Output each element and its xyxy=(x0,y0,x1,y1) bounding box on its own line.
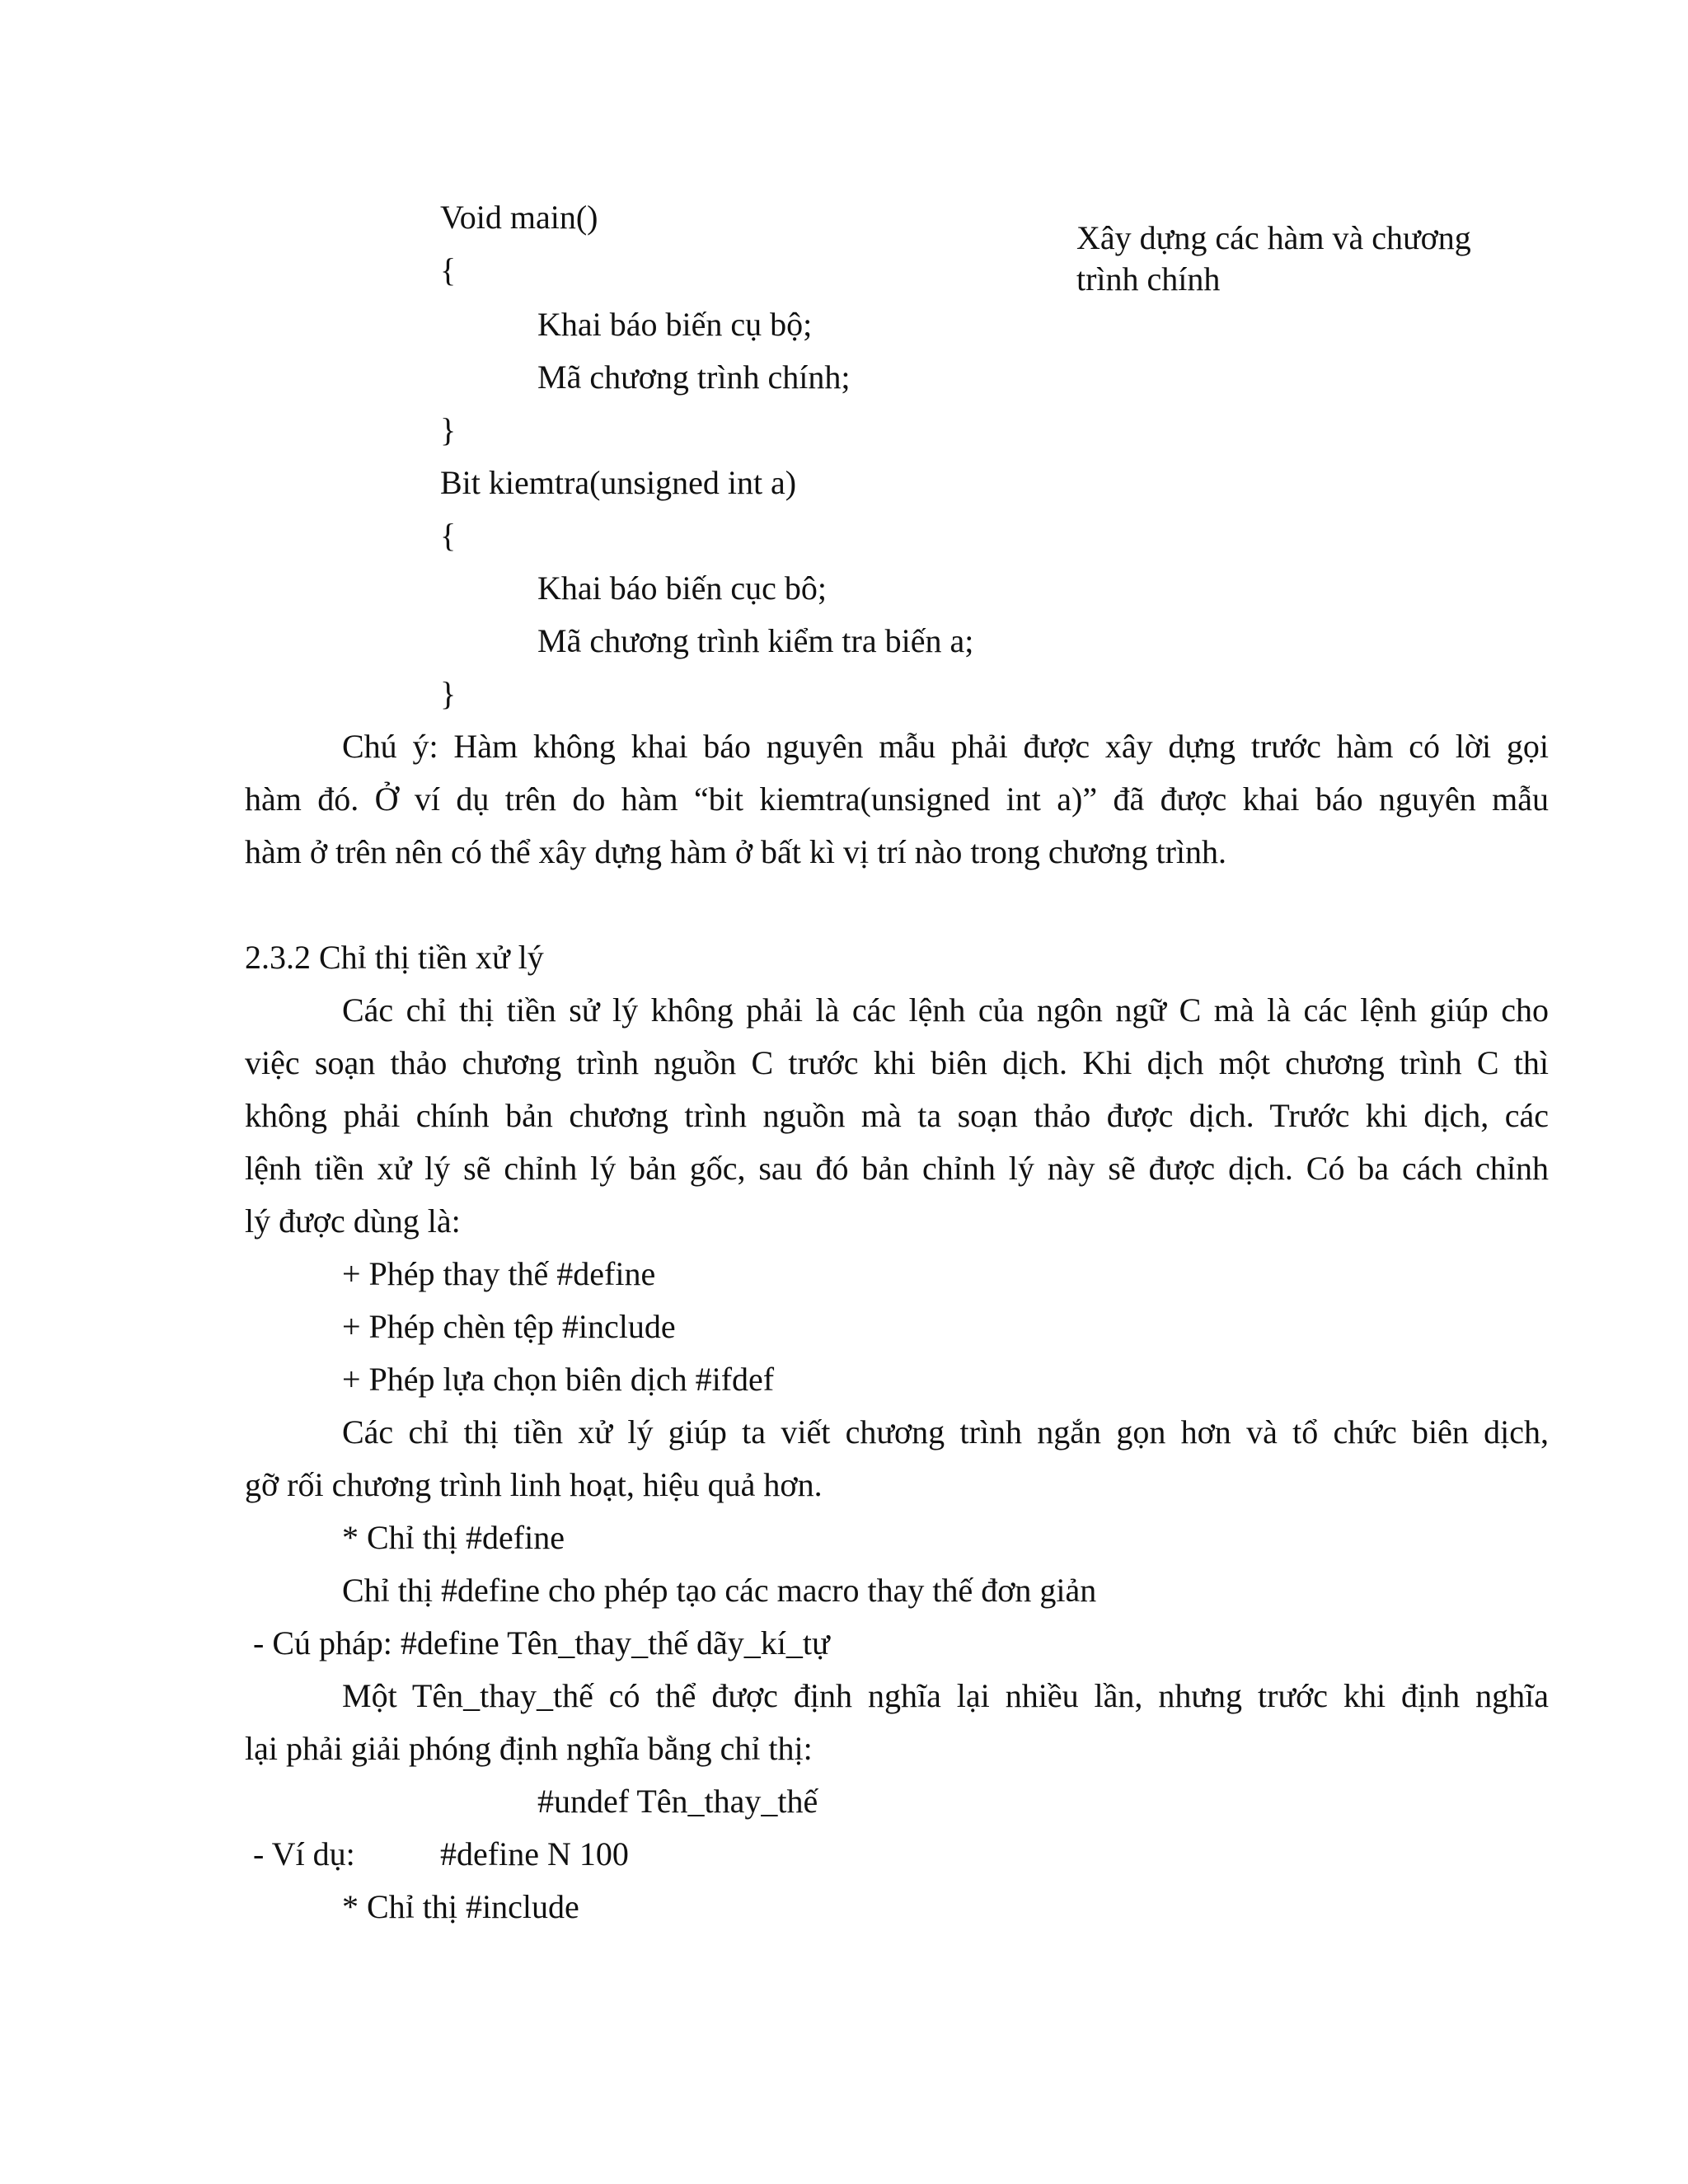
intro-paragraph-line: không phải chính bản chương trình nguồn mà ta soạn thảo được dịch. Trước khi dịch, các xyxy=(245,1097,1549,1134)
code-main-signature: Void main() xyxy=(440,199,598,236)
intro-paragraph-line: Các chỉ thị tiền sử lý không phải là các lệnh của ngôn ngữ C mà là các lệnh giúp cho xyxy=(342,991,1549,1029)
undef-line: #undef Tên_thay_thế xyxy=(537,1783,818,1820)
section-heading: 2.3.2 Chỉ thị tiền xử lý xyxy=(245,939,544,976)
define-description: Chỉ thị #define cho phép tạo các macro thay thế đơn giản xyxy=(342,1572,1097,1609)
code-line: Khai báo biến cục bô; xyxy=(537,569,827,607)
code-open-brace: { xyxy=(440,251,457,288)
intro-paragraph-line: lý được dùng là: xyxy=(245,1202,461,1240)
benefit-paragraph-line: gỡ rối chương trình linh hoạt, hiệu quả hơn. xyxy=(245,1466,823,1503)
code-line: Mã chương trình chính; xyxy=(537,359,851,396)
syntax-line: - Cú pháp: #define Tên_thay_thế dãy_kí_tự xyxy=(253,1624,830,1661)
intro-paragraph-line: lệnh tiền xử lý sẽ chỉnh lý bản gốc, sau đó bản chỉnh lý này sẽ được dịch. Có ba cách chỉnh xyxy=(245,1150,1549,1187)
code-line: Mã chương trình kiểm tra biến a; xyxy=(537,622,974,659)
example-code: #define N 100 xyxy=(440,1835,629,1872)
example-label: - Ví dụ: xyxy=(253,1835,355,1872)
note-paragraph-line: hàm đó. Ở ví dụ trên do hàm “bit kiemtra(unsigned int a)” đã được khai báo nguyên mẫu xyxy=(245,780,1549,818)
code-close-brace: } xyxy=(440,411,457,448)
code-close-brace: } xyxy=(440,675,457,712)
list-item: + Phép lựa chọn biên dịch #ifdef xyxy=(342,1361,775,1398)
note-paragraph-line: Chú ý: Hàm không khai báo nguyên mẫu phải được xây dựng trước hàm có lời gọi xyxy=(342,728,1549,765)
include-heading: * Chỉ thị #include xyxy=(342,1888,579,1925)
define-heading: * Chỉ thị #define xyxy=(342,1519,565,1556)
side-note: Xây dựng các hàm và chương trình chính xyxy=(1076,219,1471,298)
redefine-paragraph-line: Một Tên_thay_thế có thể được định nghĩa lại nhiều lần, nhưng trước khi định nghĩa xyxy=(342,1677,1549,1714)
code-line: Khai báo biến cụ bộ; xyxy=(537,306,813,343)
intro-paragraph-line: việc soạn thảo chương trình nguồn C trước khi biên dịch. Khi dịch một chương trình C thì xyxy=(245,1044,1549,1081)
list-item: + Phép thay thế #define xyxy=(342,1255,656,1292)
note-paragraph-line: hàm ở trên nên có thể xây dựng hàm ở bất kì vị trí nào trong chương trình. xyxy=(245,833,1226,870)
code-func-signature: Bit kiemtra(unsigned int a) xyxy=(440,464,797,501)
benefit-paragraph-line: Các chỉ thị tiền xử lý giúp ta viết chương trình ngắn gọn hơn và tổ chức biên dịch, xyxy=(342,1413,1549,1451)
code-open-brace: { xyxy=(440,517,457,554)
list-item: + Phép chèn tệp #include xyxy=(342,1308,676,1345)
redefine-paragraph-line: lại phải giải phóng định nghĩa bằng chỉ thị: xyxy=(245,1730,813,1767)
